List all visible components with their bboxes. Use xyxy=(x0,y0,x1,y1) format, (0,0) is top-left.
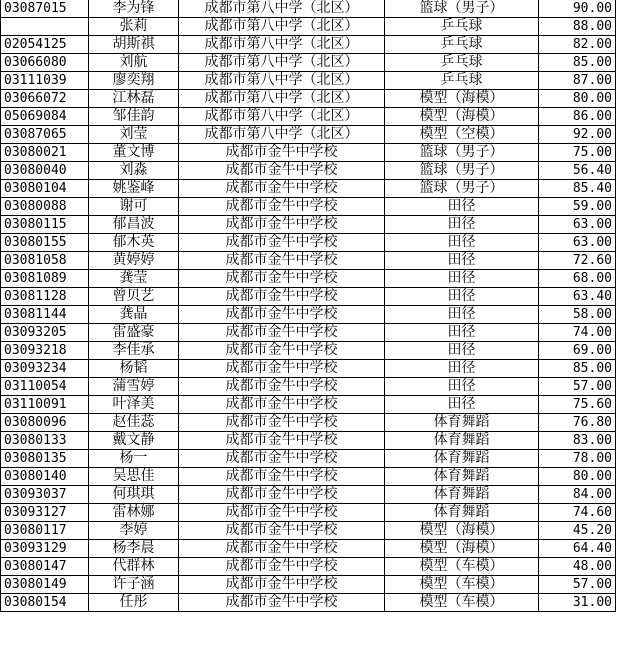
table-row xyxy=(1,0,616,18)
score-cell[interactable]: 75.00 xyxy=(539,144,616,162)
student-name-cell[interactable]: 蒲雪婷 xyxy=(89,378,179,396)
student-name-cell[interactable]: 李为锋 xyxy=(89,0,179,18)
student-name-cell[interactable]: 杨一 xyxy=(89,450,179,468)
score-cell[interactable]: 85.00 xyxy=(539,54,616,72)
table-row xyxy=(1,486,616,504)
score-cell[interactable]: 63.00 xyxy=(539,216,616,234)
event-cell[interactable]: 篮球（男子） xyxy=(385,162,539,180)
score-cell[interactable]: 56.40 xyxy=(539,162,616,180)
student-name-cell[interactable]: 龚莹 xyxy=(89,270,179,288)
event-cell[interactable]: 田径 xyxy=(385,306,539,324)
student-name-cell[interactable]: 何琪琪 xyxy=(89,486,179,504)
school-cell[interactable]: 成都市金牛中学校 xyxy=(179,504,385,522)
student-id-cell[interactable]: 03093218 xyxy=(1,342,89,360)
student-name-cell[interactable]: 许子涵 xyxy=(89,576,179,594)
student-name-cell[interactable]: 雷盛豪 xyxy=(89,324,179,342)
student-id-cell[interactable]: 03080096 xyxy=(1,414,89,432)
school-cell[interactable]: 成都市金牛中学校 xyxy=(179,288,385,306)
score-cell[interactable]: 78.00 xyxy=(539,450,616,468)
student-id-cell[interactable]: 03080147 xyxy=(1,558,89,576)
event-cell[interactable]: 田径 xyxy=(385,198,539,216)
student-id-cell[interactable]: 03081144 xyxy=(1,306,89,324)
table-row xyxy=(1,324,616,342)
event-cell[interactable]: 模型（车模） xyxy=(385,594,539,612)
event-cell[interactable]: 体育舞蹈 xyxy=(385,468,539,486)
table-row xyxy=(1,432,616,450)
event-cell[interactable]: 模型（海模） xyxy=(385,108,539,126)
table-row xyxy=(1,378,616,396)
score-cell[interactable]: 84.00 xyxy=(539,486,616,504)
student-id-cell[interactable]: 03093037 xyxy=(1,486,89,504)
school-cell[interactable]: 成都市金牛中学校 xyxy=(179,252,385,270)
event-cell[interactable]: 乒乓球 xyxy=(385,54,539,72)
score-cell[interactable]: 85.40 xyxy=(539,180,616,198)
score-cell[interactable]: 88.00 xyxy=(539,18,616,36)
school-cell[interactable]: 成都市金牛中学校 xyxy=(179,522,385,540)
school-cell[interactable]: 成都市第八中学（北区） xyxy=(179,18,385,36)
student-name-cell[interactable]: 郁木英 xyxy=(89,234,179,252)
school-cell[interactable]: 成都市第八中学（北区） xyxy=(179,36,385,54)
table-row xyxy=(1,18,616,36)
student-id-cell[interactable]: 05069084 xyxy=(1,108,89,126)
score-table-body xyxy=(1,0,616,612)
school-cell[interactable]: 成都市第八中学（北区） xyxy=(179,72,385,90)
school-cell[interactable]: 成都市金牛中学校 xyxy=(179,558,385,576)
score-cell[interactable]: 80.00 xyxy=(539,90,616,108)
score-cell[interactable]: 82.00 xyxy=(539,36,616,54)
student-name-cell[interactable]: 张莉 xyxy=(89,18,179,36)
student-id-cell[interactable]: 03080155 xyxy=(1,234,89,252)
table-row xyxy=(1,360,616,378)
school-cell[interactable]: 成都市金牛中学校 xyxy=(179,324,385,342)
student-name-cell[interactable]: 江林磊 xyxy=(89,90,179,108)
event-cell[interactable]: 模型（海模） xyxy=(385,540,539,558)
student-id-cell[interactable]: 03093234 xyxy=(1,360,89,378)
student-name-cell[interactable]: 廖奕翔 xyxy=(89,72,179,90)
table-row xyxy=(1,288,616,306)
event-cell[interactable]: 篮球（男子） xyxy=(385,180,539,198)
score-cell[interactable]: 76.80 xyxy=(539,414,616,432)
score-cell[interactable]: 74.00 xyxy=(539,324,616,342)
event-cell[interactable]: 篮球（男子） xyxy=(385,0,539,18)
school-cell[interactable]: 成都市金牛中学校 xyxy=(179,198,385,216)
table-row xyxy=(1,234,616,252)
table-row xyxy=(1,90,616,108)
student-name-cell[interactable]: 董文博 xyxy=(89,144,179,162)
event-cell[interactable]: 田径 xyxy=(385,378,539,396)
student-name-cell[interactable]: 叶泽美 xyxy=(89,396,179,414)
school-cell[interactable]: 成都市金牛中学校 xyxy=(179,396,385,414)
table-row xyxy=(1,54,616,72)
student-id-cell[interactable]: 03110091 xyxy=(1,396,89,414)
student-id-cell[interactable]: 03080133 xyxy=(1,432,89,450)
score-cell[interactable]: 74.60 xyxy=(539,504,616,522)
student-name-cell[interactable]: 黄婷婷 xyxy=(89,252,179,270)
event-cell[interactable]: 模型（车模） xyxy=(385,576,539,594)
school-cell[interactable]: 成都市金牛中学校 xyxy=(179,468,385,486)
score-cell[interactable]: 69.00 xyxy=(539,342,616,360)
score-cell[interactable]: 31.00 xyxy=(539,594,616,612)
school-cell[interactable]: 成都市金牛中学校 xyxy=(179,180,385,198)
student-name-cell[interactable]: 刘淼 xyxy=(89,162,179,180)
school-cell[interactable]: 成都市金牛中学校 xyxy=(179,378,385,396)
student-id-cell[interactable]: 03066072 xyxy=(1,90,89,108)
table-row xyxy=(1,36,616,54)
student-name-cell[interactable]: 李婷 xyxy=(89,522,179,540)
student-id-cell[interactable]: 03081128 xyxy=(1,288,89,306)
student-name-cell[interactable]: 杨韬 xyxy=(89,360,179,378)
student-name-cell[interactable]: 胡斯祺 xyxy=(89,36,179,54)
student-name-cell[interactable]: 邹佳韵 xyxy=(89,108,179,126)
event-cell[interactable]: 体育舞蹈 xyxy=(385,432,539,450)
student-name-cell[interactable]: 谢可 xyxy=(89,198,179,216)
table-row xyxy=(1,72,616,90)
student-name-cell[interactable]: 任彤 xyxy=(89,594,179,612)
school-cell[interactable]: 成都市金牛中学校 xyxy=(179,216,385,234)
school-cell[interactable]: 成都市金牛中学校 xyxy=(179,306,385,324)
student-id-cell[interactable]: 03093127 xyxy=(1,504,89,522)
student-id-cell[interactable]: 03087065 xyxy=(1,126,89,144)
table-row xyxy=(1,306,616,324)
student-name-cell[interactable]: 刘莹 xyxy=(89,126,179,144)
score-cell[interactable]: 59.00 xyxy=(539,198,616,216)
table-row xyxy=(1,342,616,360)
school-cell[interactable]: 成都市金牛中学校 xyxy=(179,576,385,594)
event-cell[interactable]: 田径 xyxy=(385,396,539,414)
table-row xyxy=(1,540,616,558)
event-cell[interactable]: 模型（空模） xyxy=(385,126,539,144)
student-id-cell[interactable]: 03081089 xyxy=(1,270,89,288)
school-cell[interactable]: 成都市第八中学（北区） xyxy=(179,108,385,126)
table-row xyxy=(1,414,616,432)
table-row xyxy=(1,270,616,288)
event-cell[interactable]: 乒乓球 xyxy=(385,18,539,36)
score-cell[interactable]: 57.00 xyxy=(539,378,616,396)
score-cell[interactable]: 86.00 xyxy=(539,108,616,126)
student-id-cell[interactable] xyxy=(1,18,89,36)
student-name-cell[interactable]: 郁昌波 xyxy=(89,216,179,234)
school-cell[interactable]: 成都市金牛中学校 xyxy=(179,432,385,450)
score-cell[interactable]: 87.00 xyxy=(539,72,616,90)
table-row xyxy=(1,468,616,486)
table-row xyxy=(1,126,616,144)
event-cell[interactable]: 田径 xyxy=(385,270,539,288)
table-row xyxy=(1,108,616,126)
student-name-cell[interactable]: 杨李晨 xyxy=(89,540,179,558)
student-id-cell[interactable]: 03081058 xyxy=(1,252,89,270)
student-name-cell[interactable]: 代群林 xyxy=(89,558,179,576)
score-cell[interactable]: 90.00 xyxy=(539,0,616,18)
student-id-cell[interactable]: 03080115 xyxy=(1,216,89,234)
student-id-cell[interactable]: 03080021 xyxy=(1,144,89,162)
school-cell[interactable]: 成都市第八中学（北区） xyxy=(179,126,385,144)
event-cell[interactable]: 模型（车模） xyxy=(385,558,539,576)
school-cell[interactable]: 成都市第八中学（北区） xyxy=(179,0,385,18)
score-cell[interactable]: 48.00 xyxy=(539,558,616,576)
school-cell[interactable]: 成都市第八中学（北区） xyxy=(179,54,385,72)
school-cell[interactable]: 成都市金牛中学校 xyxy=(179,486,385,504)
event-cell[interactable]: 田径 xyxy=(385,216,539,234)
student-name-cell[interactable]: 刘航 xyxy=(89,54,179,72)
event-cell[interactable]: 体育舞蹈 xyxy=(385,414,539,432)
score-cell[interactable]: 63.00 xyxy=(539,234,616,252)
event-cell[interactable]: 模型（海模） xyxy=(385,522,539,540)
table-row xyxy=(1,180,616,198)
student-name-cell[interactable]: 李佳承 xyxy=(89,342,179,360)
school-cell[interactable]: 成都市金牛中学校 xyxy=(179,414,385,432)
score-cell[interactable]: 57.00 xyxy=(539,576,616,594)
student-id-cell[interactable]: 03080040 xyxy=(1,162,89,180)
score-cell[interactable]: 85.00 xyxy=(539,360,616,378)
event-cell[interactable]: 田径 xyxy=(385,252,539,270)
score-cell[interactable]: 45.20 xyxy=(539,522,616,540)
table-row xyxy=(1,216,616,234)
student-name-cell[interactable]: 戴文静 xyxy=(89,432,179,450)
student-name-cell[interactable]: 雷林娜 xyxy=(89,504,179,522)
table-row xyxy=(1,198,616,216)
student-id-cell[interactable]: 03080149 xyxy=(1,576,89,594)
school-cell[interactable]: 成都市金牛中学校 xyxy=(179,450,385,468)
school-cell[interactable]: 成都市金牛中学校 xyxy=(179,540,385,558)
student-id-cell[interactable]: 03093205 xyxy=(1,324,89,342)
student-name-cell[interactable]: 龚晶 xyxy=(89,306,179,324)
event-cell[interactable]: 田径 xyxy=(385,288,539,306)
student-id-cell[interactable]: 03110054 xyxy=(1,378,89,396)
score-cell[interactable]: 80.00 xyxy=(539,468,616,486)
student-id-cell[interactable]: 03111039 xyxy=(1,72,89,90)
event-cell[interactable]: 体育舞蹈 xyxy=(385,504,539,522)
student-id-cell[interactable]: 02054125 xyxy=(1,36,89,54)
table-row xyxy=(1,450,616,468)
school-cell[interactable]: 成都市金牛中学校 xyxy=(179,594,385,612)
school-cell[interactable]: 成都市金牛中学校 xyxy=(179,144,385,162)
event-cell[interactable]: 体育舞蹈 xyxy=(385,486,539,504)
event-cell[interactable]: 田径 xyxy=(385,360,539,378)
event-cell[interactable]: 乒乓球 xyxy=(385,72,539,90)
score-cell[interactable]: 63.40 xyxy=(539,288,616,306)
score-cell[interactable]: 92.00 xyxy=(539,126,616,144)
table-row xyxy=(1,252,616,270)
event-cell[interactable]: 田径 xyxy=(385,234,539,252)
table-row xyxy=(1,522,616,540)
school-cell[interactable]: 成都市金牛中学校 xyxy=(179,342,385,360)
student-id-cell[interactable]: 03080154 xyxy=(1,594,89,612)
student-id-cell[interactable]: 03080104 xyxy=(1,180,89,198)
student-id-cell[interactable]: 03080140 xyxy=(1,468,89,486)
event-cell[interactable]: 田径 xyxy=(385,324,539,342)
table-row xyxy=(1,558,616,576)
event-cell[interactable]: 篮球（男子） xyxy=(385,144,539,162)
student-name-cell[interactable]: 姚鉴峰 xyxy=(89,180,179,198)
score-cell[interactable]: 75.60 xyxy=(539,396,616,414)
table-row xyxy=(1,594,616,612)
student-id-cell[interactable]: 03080088 xyxy=(1,198,89,216)
student-id-cell[interactable]: 03080117 xyxy=(1,522,89,540)
school-cell[interactable]: 成都市金牛中学校 xyxy=(179,270,385,288)
school-cell[interactable]: 成都市金牛中学校 xyxy=(179,162,385,180)
table-row xyxy=(1,396,616,414)
event-cell[interactable]: 田径 xyxy=(385,342,539,360)
school-cell[interactable]: 成都市第八中学（北区） xyxy=(179,90,385,108)
event-cell[interactable]: 模型（海模） xyxy=(385,90,539,108)
score-cell[interactable]: 72.60 xyxy=(539,252,616,270)
school-cell[interactable]: 成都市金牛中学校 xyxy=(179,360,385,378)
score-cell[interactable]: 64.40 xyxy=(539,540,616,558)
table-row xyxy=(1,504,616,522)
event-cell[interactable]: 体育舞蹈 xyxy=(385,450,539,468)
score-cell[interactable]: 68.00 xyxy=(539,270,616,288)
student-name-cell[interactable]: 曾贝艺 xyxy=(89,288,179,306)
school-cell[interactable]: 成都市金牛中学校 xyxy=(179,234,385,252)
student-id-cell[interactable]: 03066080 xyxy=(1,54,89,72)
score-cell[interactable]: 58.00 xyxy=(539,306,616,324)
student-name-cell[interactable]: 吴思佳 xyxy=(89,468,179,486)
table-row xyxy=(1,144,616,162)
score-cell[interactable]: 83.00 xyxy=(539,432,616,450)
student-id-cell[interactable]: 03093129 xyxy=(1,540,89,558)
student-name-cell[interactable]: 赵佳蕊 xyxy=(89,414,179,432)
table-row xyxy=(1,162,616,180)
event-cell[interactable]: 乒乓球 xyxy=(385,36,539,54)
table-row xyxy=(1,576,616,594)
student-id-cell[interactable]: 03087015 xyxy=(1,0,89,18)
student-id-cell[interactable]: 03080135 xyxy=(1,450,89,468)
